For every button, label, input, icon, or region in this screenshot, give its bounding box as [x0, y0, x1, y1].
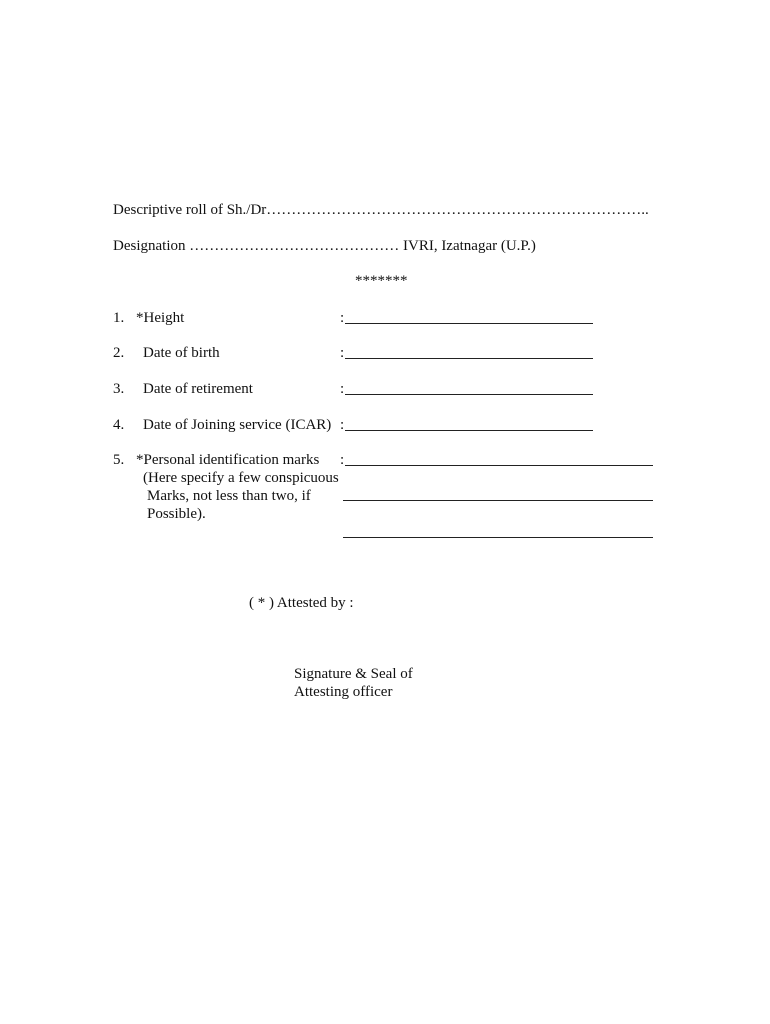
- attesting-officer-label: Attesting officer: [294, 684, 393, 700]
- identification-mark-field-3[interactable]: [343, 537, 653, 538]
- item-3-colon: :: [340, 381, 345, 397]
- item-3-label: Date of retirement: [143, 381, 253, 397]
- separator-stars: *******: [355, 273, 408, 289]
- item-5-note-line-3: Possible).: [147, 506, 206, 522]
- item-5-number: 5.: [113, 452, 125, 468]
- designation-line: Designation …………………………………… IVRI, Izatnagar (U.P.): [113, 238, 536, 254]
- item-2-number: 2.: [113, 345, 125, 361]
- date-of-joining-field[interactable]: [345, 430, 593, 431]
- signature-seal-label: Signature & Seal of: [294, 666, 413, 682]
- attested-by-label: ( * ) Attested by :: [249, 595, 354, 611]
- descriptive-roll-line: Descriptive roll of Sh./Dr…………………………………………………………………..: [113, 202, 649, 218]
- item-5-note-line-1: (Here specify a few conspicuous: [143, 470, 339, 486]
- date-of-retirement-field[interactable]: [345, 394, 593, 395]
- identification-mark-field-2[interactable]: [343, 500, 653, 501]
- item-1-number: 1.: [113, 310, 125, 326]
- item-4-colon: :: [340, 417, 345, 433]
- item-3-number: 3.: [113, 381, 125, 397]
- item-5-colon: :: [340, 452, 345, 468]
- date-of-birth-field[interactable]: [345, 358, 593, 359]
- item-2-label: Date of birth: [143, 345, 220, 361]
- height-field[interactable]: [345, 323, 593, 324]
- item-1-label: *Height: [136, 310, 185, 326]
- item-5-label: *Personal identification marks: [136, 452, 320, 468]
- item-2-colon: :: [340, 345, 345, 361]
- identification-mark-field-1[interactable]: [345, 465, 653, 466]
- item-5-note-line-2: Marks, not less than two, if: [147, 488, 311, 504]
- item-4-number: 4.: [113, 417, 125, 433]
- item-1-colon: :: [340, 310, 345, 326]
- item-4-label: Date of Joining service (ICAR): [143, 417, 332, 433]
